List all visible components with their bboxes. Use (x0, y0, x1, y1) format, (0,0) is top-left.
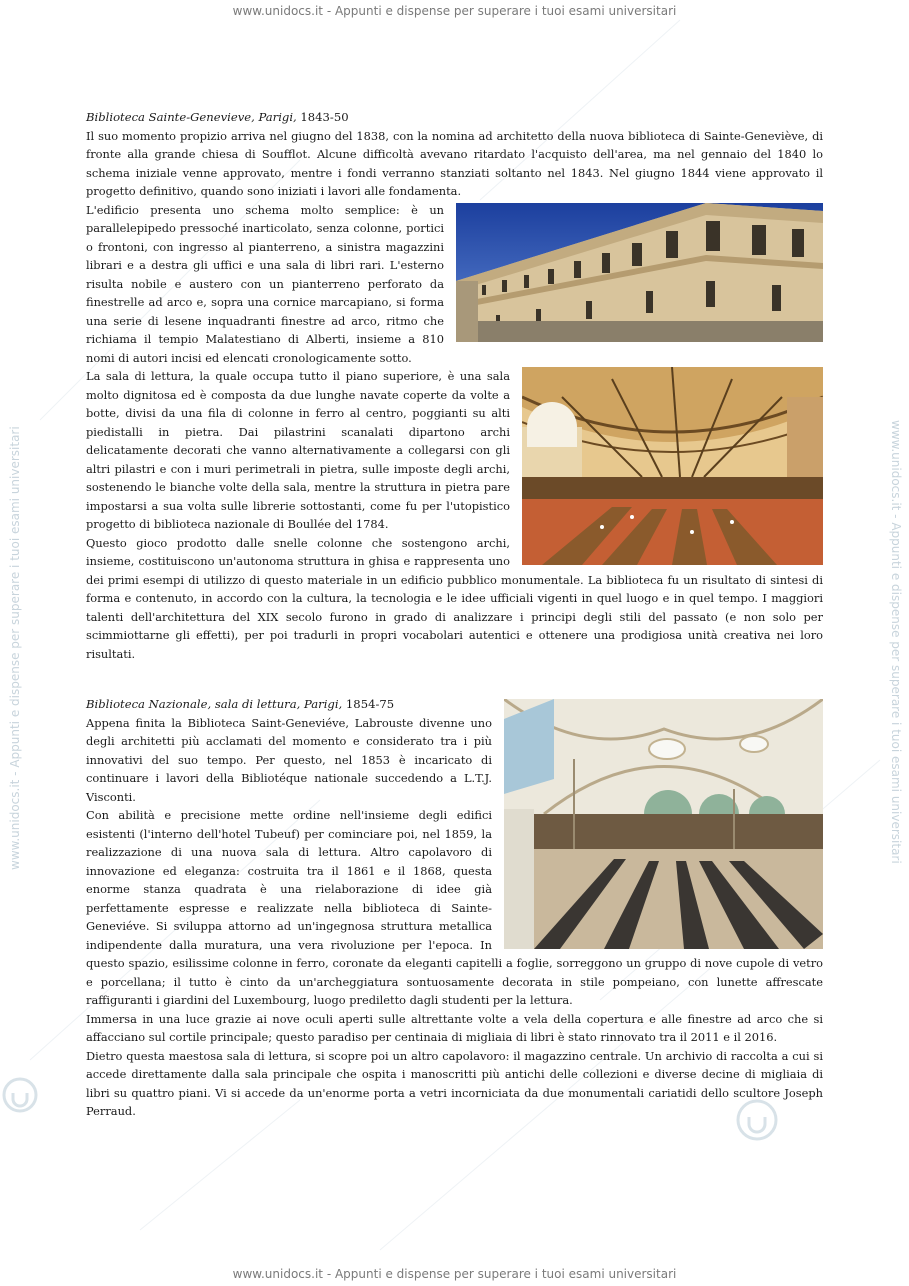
national-library-reading-room-photo (504, 699, 823, 949)
paragraph: La sala di lettura, la quale occupa tutto il piano superiore, è una sala molto dignitosa ed è composta da due lunghe navate coperte da volte a botte, divisi da una fila di colonne in ferro al centro, poggianti su alti piedistalli in pietra. Dai pilastrini scanalati dipartono archi delicatamente decorati che vanno alternativamente a collegarsi con gli altri pilastri e con i muri perimetrali in pietra, sulle imposte degli archi, sostenendo le bianche volte della sala, mentre la struttura in pietra pare impostarsi a sua volta sulle librerie sottostanti, come fu per l'utopistico progetto di biblioteca nazionale di Boullée del 1784. (86, 369, 510, 531)
reading-room-photo (522, 367, 823, 565)
footer-banner[interactable] (0, 1267, 909, 1281)
unidocs-logo-icon (0, 1075, 40, 1115)
paragraph: Questo gioco prodotto dalle snelle colonne che sostengono archi, insieme, costituiscono un'autonoma struttura in ghisa e rappresenta uno dei primi esempi di utilizzo di questo materiale in un edificio pubblico monumentale. La biblioteca fu un risultato di sintesi di forma e contenuto, in accordo con la cultura, la tecnologia e le idee ufficiali vigenti in quel luogo e in quel tempo. I maggiori talenti dell'architettura del XIX secolo furono in grado di analizzare i principi degli stili del passato (e non solo per scimmiottarne gli effetti), per poi tradurli in propri vocabolari autentici e ottenere una prodigiosa unità creativa nei loro risultati. (86, 535, 823, 661)
paragraph: Dietro questa maestosa sala di lettura, si scopre poi un altro capolavoro: il magazzino centrale. Un archivio di raccolta a cui si accede direttamente dalla sala principale che ospita i manoscritti più antichi delle collezioni e diverse decine di migliaia di libri su quattro piani. Vi si accede da un'enorme porta a vetri incorniciata da due monumentali cariatidi dello scultore Joseph Perraud. (86, 1048, 823, 1118)
paragraph: Il suo momento propizio arriva nel giugno del 1838, con la nomina ad architetto della nuova biblioteca di Sainte-Geneviève, di fronte alla grande chiesa di Soufflot. Alcune difficoltà avevano ritardato l'acquisto dell'area, ma nel gennaio del 1840 lo schema iniziale venne approvato, mentre i fondi verranno stanziati soltanto nel 1843. Nel giugno 1844 viene approvato il progetto definitivo, quando sono iniziati i lavori alle fondamenta. (86, 128, 823, 198)
document-page (86, 108, 823, 1121)
heading-title: Biblioteca Nazionale, sala di lettura, Parigi, (86, 697, 343, 711)
header-banner[interactable] (0, 4, 909, 18)
section-heading (86, 108, 823, 127)
heading-dates: 1854-75 (342, 697, 395, 711)
paragraph: Immersa in una luce grazie ai nove oculi aperti sulle altrettante volte a vela della copertura e alle finestre ad arco che si affacciano sul cortile principale; questo paradiso per centinaia di migliaia di libri è stato rinnovato tra il 2011 e il 2016. (86, 1011, 823, 1044)
left-side-watermark: www.unidocs.it - Appunti e dispense per superare i tuoi esami universitari (8, 426, 22, 870)
library-exterior-photo (456, 203, 823, 342)
paragraph: L'edificio presenta uno schema molto semplice: è un parallelepipedo pressoché inarticolato, senza colonne, portici o frontoni, con ingresso al pianterreno, a sinistra magazzini librari e a destra gli uffici e una sala di libri rari. L'esterno risulta nobile e austero con un pianterreno perforato da finestrelle ad arco e, sopra una cornice marcapiano, si forma una serie di lesene inquadranti finestre ad arco, ritmo che richiama il tempio Malatestiano di Alberti, insieme a 810 nomi di autori incisi ed elencati cronologicamente sotto. (86, 202, 444, 365)
footer-banner-text: www.unidocs.it - Appunti e dispense per superare i tuoi esami universitari (232, 1267, 677, 1281)
header-banner-text: www.unidocs.it - Appunti e dispense per superare i tuoi esami universitari (232, 4, 677, 18)
heading-title: Biblioteca Sainte-Genevieve, Parigi, (86, 110, 297, 124)
paragraph: Con abilità e precisione mette ordine nell'insieme degli edifici esistenti (l'interno dell'hotel Tubeuf) per cominciare poi, nel 1859, la realizzazione di una nuova sala di lettura. Altro capolavoro di innovazione ed eleganza: costruita tra il 1861 e il 1868, questa enorme stanza quadrata è una rielaborazione di idee già perfettamente espresse e realizzate nella biblioteca di Sainte-Geneviéve. Si sviluppa attorno ad un'ingegnosa struttura metallica indipendente dalla muratura, una vera rivoluzione per l'epoca. In questo spazio, esilissime colonne in ferro, coronate da eleganti capitelli a foglie, sorreggono un gruppo di nove cupole di vetro e porcellana; il tutto è cinto da un'archeggiatura sontuosamente decorata in stile pompeiano, con lunette affrescate raffiguranti i giardini del Luxembourg, luogo prediletto dagli studenti per la lettura. (86, 808, 823, 1007)
paragraph: Appena finita la Biblioteca Saint-Geneviéve, Labrouste divenne uno degli architetti più acclamati del momento e considerato tra i più innovativi del suo tempo. Per questo, nel 1853 è incaricato di continuare i lavori della Bibliotéque nationale succedendo a L.T.J. Visconti. (86, 715, 492, 804)
heading-dates: 1843-50 (296, 110, 349, 124)
right-side-watermark: www.unidocs.it - Appunti e dispense per superare i tuoi esami universitari (889, 420, 903, 864)
